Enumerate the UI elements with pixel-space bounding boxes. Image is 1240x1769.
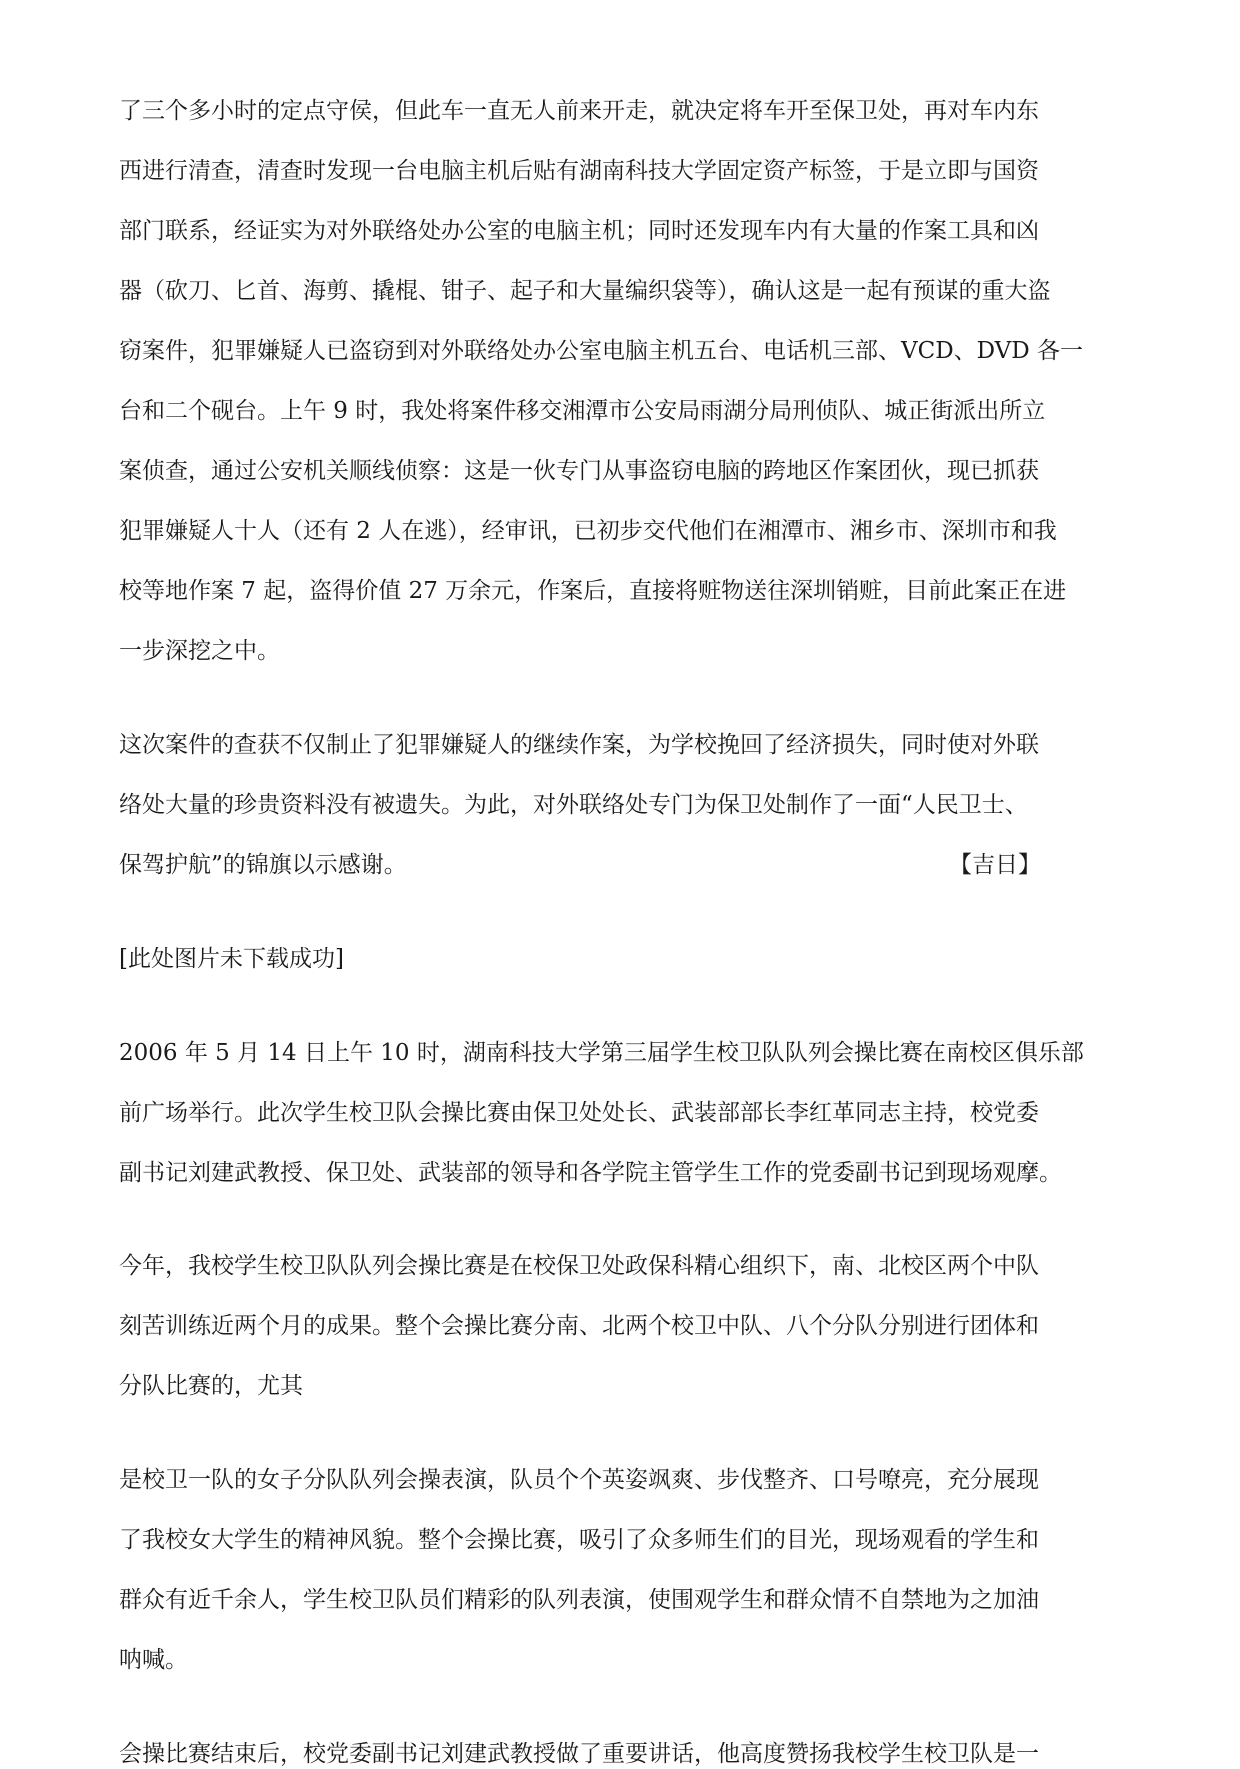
- paragraph-1-line-8: 犯罪嫌疑人十人（还有 2 人在逃），经审讯，已初步交代他们在湘潭市、湘乡市、深圳市和我: [119, 518, 1057, 544]
- paragraph-7-line-1: 会操比赛结束后，校党委副书记刘建武教授做了重要讲话，他高度赞扬我校学生校卫队是一: [119, 1741, 1039, 1767]
- paragraph-1-line-6: 台和二个砚台。上午 9 时，我处将案件移交湘潭市公安局雨湖分局刑侦队、城正街派出所立: [119, 398, 1046, 424]
- paragraph-6-line-4: 呐喊。: [119, 1647, 188, 1673]
- paragraph-4-line-1: 2006 年 5 月 14 日上午 10 时，湖南科技大学第三届学生校卫队队列会操比赛在南校区俱乐部: [119, 1040, 1084, 1066]
- paragraph-6-line-3: 群众有近千余人，学生校卫队员们精彩的队列表演，使围观学生和群众情不自禁地为之加油: [119, 1587, 1039, 1613]
- paragraph-4-line-2: 前广场举行。此次学生校卫队会操比赛由保卫处处长、武装部部长李红革同志主持，校党委: [119, 1100, 1039, 1126]
- image-placeholder-text: [此处图片未下载成功]: [119, 946, 344, 972]
- paragraph-1-line-10: 一步深挖之中。: [119, 638, 280, 664]
- paragraph-1-line-1: 了三个多小时的定点守侯，但此车一直无人前来开走，就决定将车开至保卫处，再对车内东: [119, 98, 1039, 124]
- paragraph-2-line-1: 这次案件的查获不仅制止了犯罪嫌疑人的继续作案，为学校挽回了经济损失，同时使对外联: [119, 732, 1039, 758]
- paragraph-5-line-3: 分队比赛的，尤其: [119, 1373, 303, 1399]
- paragraph-6-line-2: 了我校女大学生的精神风貌。整个会操比赛，吸引了众多师生们的目光，现场观看的学生和: [119, 1527, 1039, 1553]
- paragraph-6-line-1: 是校卫一队的女子分队队列会操表演，队员个个英姿飒爽、步伐整齐、口号嘹亮，充分展现: [119, 1467, 1039, 1493]
- paragraph-1-line-5: 窃案件，犯罪嫌疑人已盗窃到对外联络处办公室电脑主机五台、电话机三部、VCD、DVD 各一: [119, 338, 1084, 364]
- paragraph-5-line-1: 今年，我校学生校卫队队列会操比赛是在校保卫处政保科精心组织下，南、北校区两个中队: [119, 1253, 1039, 1279]
- paragraph-2-line-2: 络处大量的珍贵资料没有被遗失。为此，对外联络处专门为保卫处制作了一面“人民卫士、: [119, 792, 1028, 818]
- paragraph-1-line-4: 器（砍刀、匕首、海剪、撬棍、钳子、起子和大量编织袋等），确认这是一起有预谋的重大盗: [119, 278, 1051, 304]
- paragraph-2-line-3: 保驾护航”的锦旗以示感谢。: [119, 852, 407, 878]
- paragraph-1-line-3: 部门联系，经证实为对外联络处办公室的电脑主机；同时还发现车内有大量的作案工具和凶: [119, 218, 1039, 244]
- paragraph-5-line-2: 刻苦训练近两个月的成果。整个会操比赛分南、北两个校卫中队、八个分队分别进行团体和: [119, 1313, 1039, 1339]
- paragraph-1-line-9: 校等地作案 7 起，盗得价值 27 万余元，作案后，直接将赃物送往深圳销赃，目前此案正在进: [119, 578, 1067, 604]
- paragraph-1-line-7: 案侦查，通过公安机关顺线侦察：这是一伙专门从事盗窃电脑的跨地区作案团伙，现已抓获: [119, 458, 1039, 484]
- paragraph-1-line-2: 西进行清查，清查时发现一台电脑主机后贴有湖南科技大学固定资产标签，于是立即与国资: [119, 158, 1039, 184]
- author-signature: 【吉日】: [949, 852, 1041, 878]
- paragraph-4-line-3: 副书记刘建武教授、保卫处、武装部的领导和各学院主管学生工作的党委副书记到现场观摩。: [119, 1160, 1062, 1186]
